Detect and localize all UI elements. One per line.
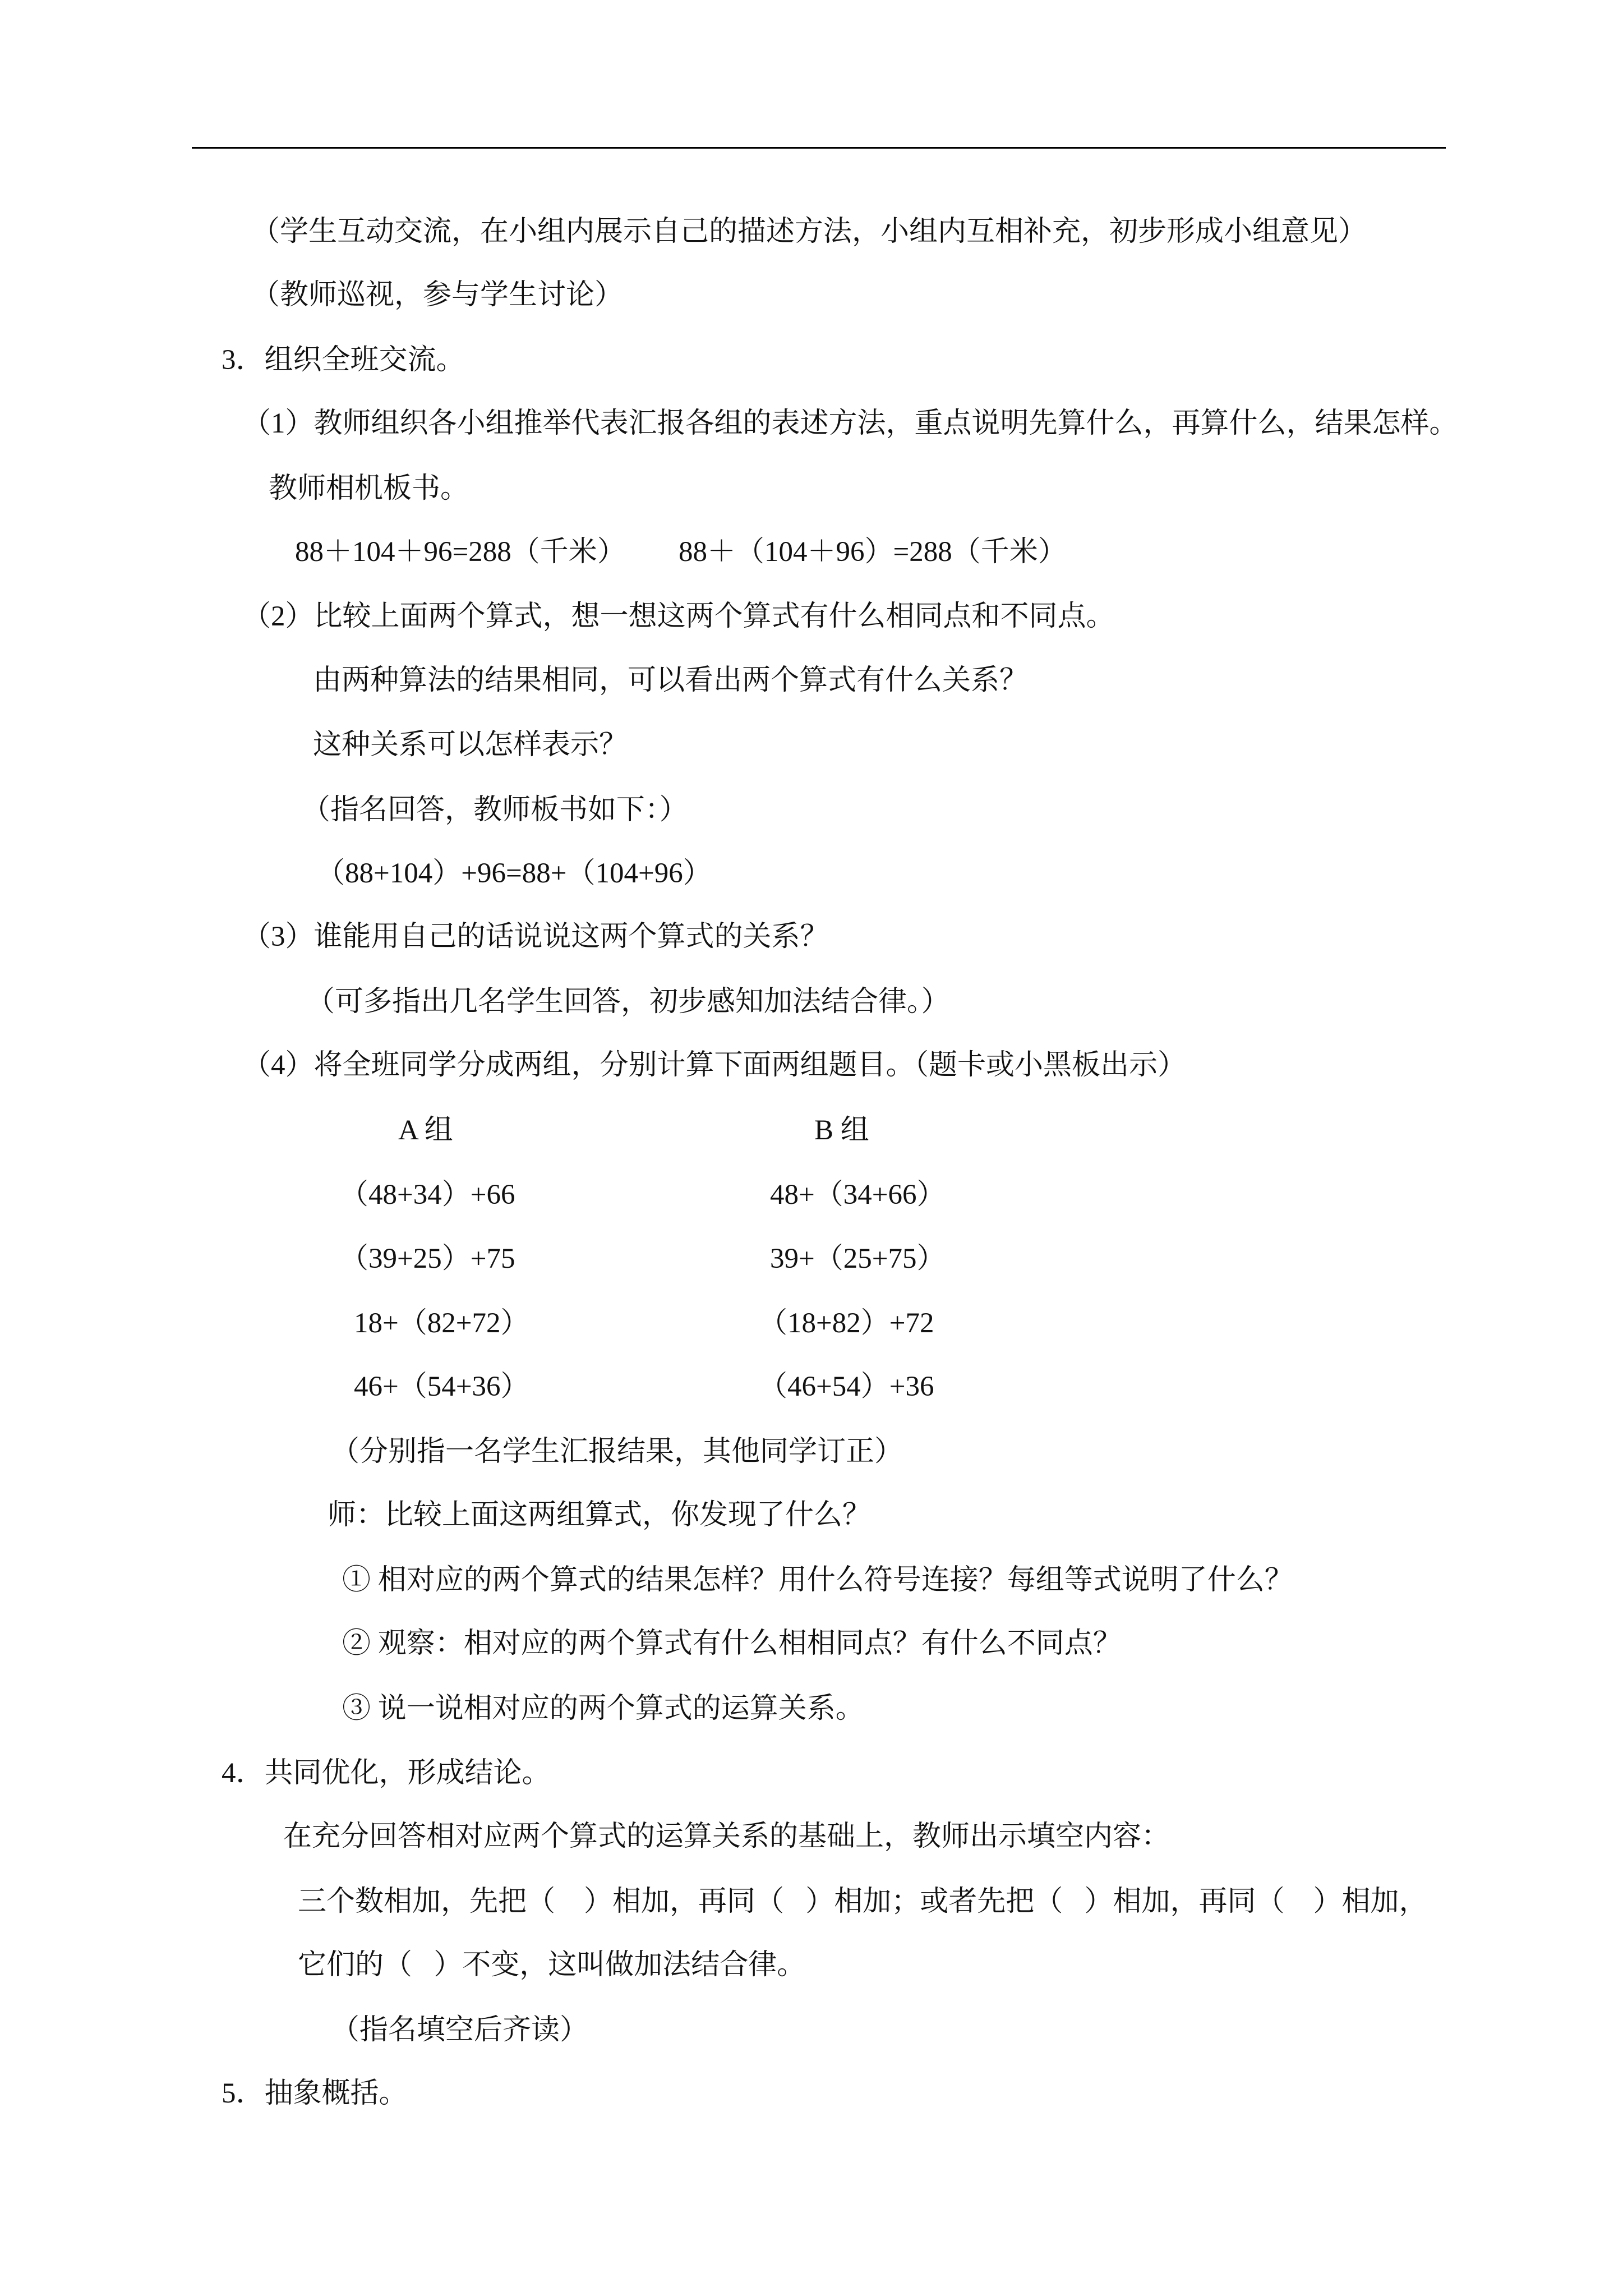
step-1-formula-left: 88＋104＋96=288（千米） (295, 536, 626, 568)
group-a-label: A 组 (398, 1115, 453, 1146)
question-item: ② 观察：相对应的两个算式有什么相相同点？有什么不同点？ (342, 1628, 1122, 1659)
group-b-label: B 组 (814, 1115, 869, 1146)
section-4-note: （指名填空后齐读） (331, 2014, 589, 2046)
fill-in-line-2: 它们的（ ）不变，这叫做加法结合律。 (298, 1949, 806, 1981)
teacher-prompt: 师：比较上面这两组算式，你发现了什么？ (328, 1499, 872, 1531)
group-a-item: 18+（82+72） (354, 1308, 529, 1339)
section-4-intro: 在充分回答相对应两个算式的运算关系的基础上，教师出示填空内容： (283, 1821, 1170, 1852)
step-2-formula: （88+104）+96=88+（104+96） (316, 858, 712, 889)
step-2-question-2: 这种关系可以怎样表示？ (313, 729, 628, 761)
group-b-item: （18+82）+72 (759, 1308, 934, 1339)
section-3-heading: 3．组织全班交流。 (222, 344, 465, 376)
step-2-text: （2）比较上面两个算式，想一想这两个算式有什么相同点和不同点。 (242, 601, 1115, 632)
group-a-item: （39+25）+75 (340, 1243, 515, 1274)
group-b-item: （46+54）+36 (759, 1371, 934, 1402)
question-item: ① 相对应的两个算式的结果怎样？用什么符号连接？每组等式说明了什么？ (342, 1565, 1293, 1596)
note-teacher-patrol: （教师巡视，参与学生讨论） (251, 279, 624, 311)
step-1-text: （1）教师组织各小组推举代表汇报各组的表述方法，重点说明先算什么，再算什么，结果怎样。 (242, 408, 1458, 439)
step-2-question-1: 由两种算法的结果相同，可以看出两个算式有什么关系？ (313, 665, 1029, 696)
section-5-heading: 5．抽象概括。 (222, 2078, 408, 2109)
group-a-item: （48+34）+66 (340, 1179, 515, 1211)
header-rule (192, 147, 1446, 149)
step-3-note: （可多指出几名学生回答，初步感知加法结合律。） (306, 986, 950, 1018)
step-4-text: （4）将全班同学分成两组，分别计算下面两组题目。（题卡或小黑板出示） (242, 1050, 1187, 1081)
group-b-item: 39+（25+75） (770, 1243, 946, 1274)
section-4-heading: 4．共同优化，形成结论。 (222, 1757, 551, 1789)
step-1-formula-right: 88＋（104＋96）=288（千米） (679, 536, 1067, 568)
step-1-note: 教师相机板书。 (269, 473, 469, 504)
step-3-text: （3）谁能用自己的话说说这两个算式的关系？ (242, 921, 829, 953)
note-student-exchange: （学生互动交流，在小组内展示自己的描述方法，小组内互相补充，初步形成小组意见） (251, 216, 1367, 247)
fill-in-line-1: 三个数相加，先把（ ）相加，再同（ ）相加；或者先把（ ）相加，再同（ ）相加， (298, 1886, 1428, 1917)
step-2-note: （指名回答，教师板书如下：） (302, 794, 688, 826)
group-b-item: 48+（34+66） (770, 1179, 946, 1211)
step-4-note: （分别指一名学生汇报结果，其他同学订正） (331, 1436, 903, 1467)
group-a-item: 46+（54+36） (354, 1371, 529, 1402)
question-item: ③ 说一说相对应的两个算式的运算关系。 (342, 1693, 864, 1724)
